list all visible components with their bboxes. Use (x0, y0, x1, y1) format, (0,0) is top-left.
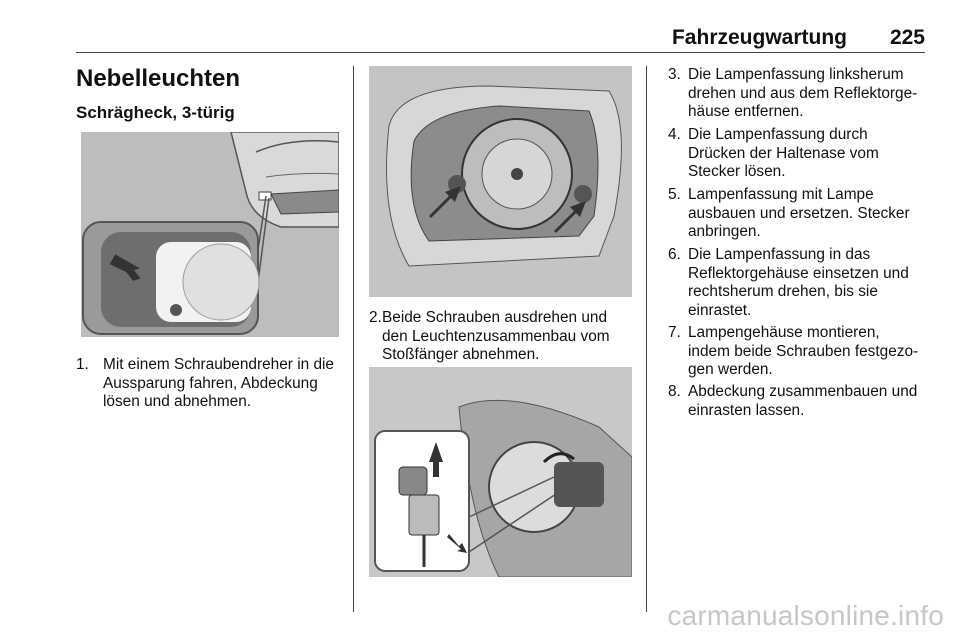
step-4-line-1: Die Lampenfassung durch (688, 126, 868, 143)
step-4-text (688, 126, 879, 182)
figure-lamp-socket (369, 367, 632, 577)
step-1-text (103, 356, 334, 412)
page-number: 225 (889, 26, 925, 49)
step-3 (668, 66, 938, 126)
step-3-line-1: Die Lampenfassung linksherum (688, 66, 904, 83)
step-5-line-3: anbringen. (688, 223, 761, 240)
step-6-number: 6. (668, 246, 681, 263)
step-1 (76, 356, 346, 416)
cover-removal-illustration (81, 132, 339, 337)
step-5-number: 5. (668, 186, 681, 203)
section-subtitle: Schrägheck, 3-türig (76, 103, 235, 122)
step-1-number: 1. (76, 356, 89, 373)
step-2-line-2: den Leuchtenzusammenbau vom (382, 327, 610, 345)
step-8-line-1: Abdeckung zusammenbauen und (688, 383, 918, 400)
step-7-text (688, 324, 918, 380)
step-8-number: 8. (668, 383, 681, 400)
header-rule (76, 52, 925, 53)
step-2-line-3: Stoßfänger abnehmen. (382, 346, 540, 363)
page-header (76, 26, 925, 52)
step-7-line-2: indem beide Schrauben festgezo- (688, 342, 919, 360)
step-2-number: 2. (369, 309, 382, 326)
step-8 (668, 383, 938, 425)
footer-watermark: carmanualsonline.info (667, 600, 944, 631)
step-3-text (688, 66, 917, 122)
step-4-line-2: Drücken der Haltenase vom (688, 144, 879, 162)
step-6 (668, 246, 938, 324)
figure-cover-removal (81, 132, 339, 337)
step-3-line-2: drehen und aus dem Reflektorge- (688, 84, 918, 102)
step-7-number: 7. (668, 324, 681, 341)
step-2-line-1: Beide Schrauben ausdrehen und (382, 309, 608, 326)
step-4 (668, 126, 938, 186)
step-3-line-3: häuse entfernen. (688, 103, 804, 120)
step-1-line-3: lösen und abnehmen. (103, 393, 252, 410)
step-1-line-2: Aussparung fahren, Abdeckung (103, 374, 318, 392)
column-divider-2 (646, 66, 647, 612)
step-2-text (382, 309, 610, 365)
screws-illustration (369, 66, 632, 297)
step-4-number: 4. (668, 126, 681, 143)
step-2 (369, 309, 639, 369)
section-title: Nebelleuchten (76, 65, 241, 92)
step-5 (668, 186, 938, 246)
step-5-text (688, 186, 910, 242)
step-5-line-2: ausbauen und ersetzen. Stecker (688, 204, 910, 222)
step-6-line-3: rechtsherum drehen, bis sie (688, 283, 878, 300)
step-8-line-2: einrasten lassen. (688, 401, 805, 419)
step-1-line-1: Mit einem Schraubendreher in die (103, 356, 334, 373)
step-7-line-1: Lampengehäuse montieren, (688, 324, 880, 341)
header-title: Fahrzeugwartung (671, 26, 847, 49)
step-6-line-1: Die Lampenfassung in das (688, 246, 871, 263)
step-5-line-1: Lampenfassung mit Lampe (688, 186, 874, 203)
step-4-line-3: Stecker lösen. (688, 163, 786, 180)
figure-screws (369, 66, 632, 297)
lamp-socket-illustration (369, 367, 632, 577)
column-divider-1 (353, 66, 354, 612)
step-6-line-2: Reflektorgehäuse einsetzen und (688, 264, 909, 282)
step-7 (668, 324, 938, 384)
step-3-number: 3. (668, 66, 681, 83)
step-7-line-3: gen werden. (688, 361, 773, 378)
step-6-text (688, 246, 909, 320)
step-6-line-4: einrastet. (688, 301, 752, 319)
step-8-text (688, 383, 917, 420)
